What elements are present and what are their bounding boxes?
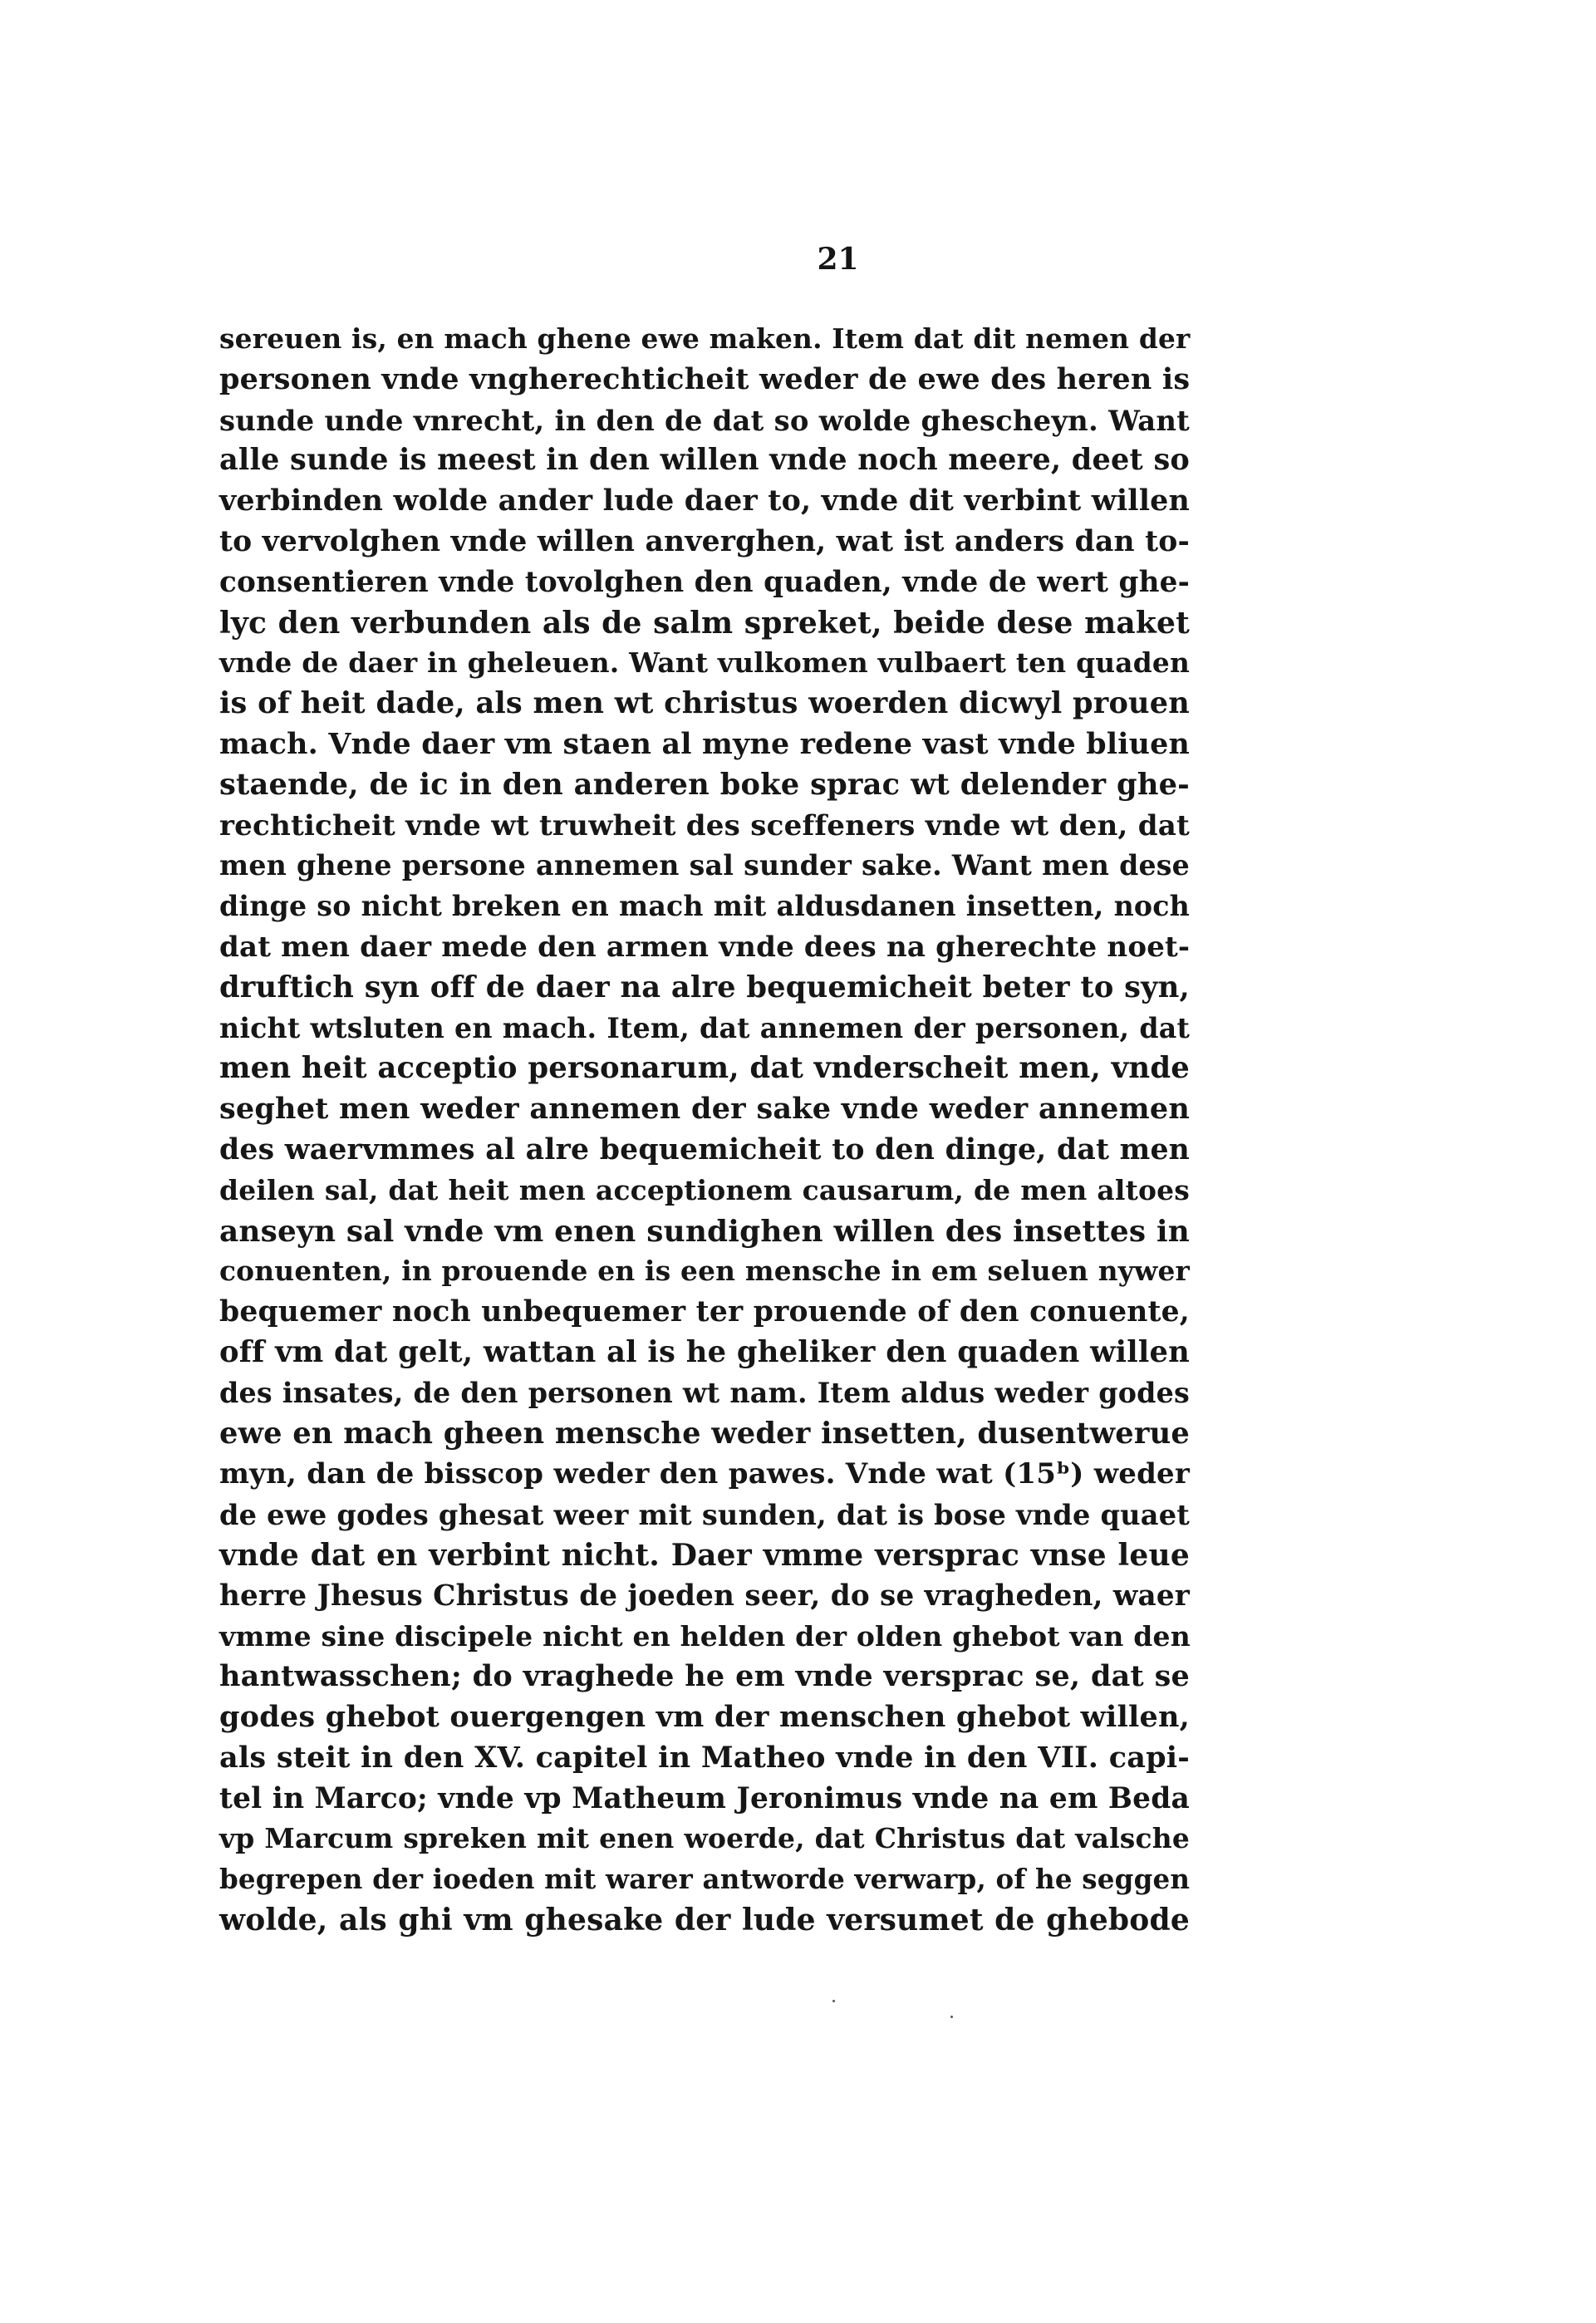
- text-line: vmme sine discipele nicht en helden der olden ghebot van den: [219, 1619, 1191, 1653]
- text-line: nicht wtsluten en mach. Item, dat annemen der personen, dat: [219, 1011, 1190, 1044]
- text-line: vp Marcum spreken mit enen woerde, dat Christus dat valsche: [219, 1822, 1190, 1855]
- scan-speck: [832, 2000, 835, 2002]
- text-line: vnde dat en verbint nicht. Daer vmme versprac vnse leue: [219, 1537, 1190, 1573]
- text-line: tel in Marco; vnde vp Matheum Jeronimus vnde na em Beda: [219, 1781, 1190, 1815]
- text-line: men ghene persone annemen sal sunder sake. Want men dese: [219, 849, 1190, 882]
- text-line: lyc den verbunden als de salm spreket, beide dese maket: [219, 605, 1190, 641]
- text-line: de ewe godes ghesat weer mit sunden, dat is bose vnde quaet: [219, 1498, 1190, 1532]
- text-line: hantwasschen; do vraghede he em vnde versprac se, dat se: [219, 1659, 1190, 1694]
- page-number: 21: [817, 242, 859, 277]
- text-line: consentieren vnde tovolghen den quaden, vnde de wert ghe-: [219, 565, 1190, 599]
- text-line: ewe en mach gheen mensche weder insetten, dusentwerue: [219, 1416, 1190, 1451]
- scan-speck: [950, 2016, 953, 2018]
- text-line: sereuen is, en mach ghene ewe maken. Item dat dit nemen der: [219, 322, 1191, 355]
- text-line: wolde, als ghi vm ghesake der lude versumet de ghebode: [219, 1903, 1190, 1938]
- text-line: druftich syn off de daer na alre bequemicheit beter to syn,: [219, 970, 1190, 1004]
- text-line: mach. Vnde daer vm staen al myne redene vast vnde bliuen: [219, 726, 1190, 761]
- text-line: dat men daer mede den armen vnde dees na gherechte noet-: [219, 930, 1191, 964]
- text-line: seghet men weder annemen der sake vnde weder annemen: [219, 1092, 1190, 1127]
- text-line: myn, dan de bisscop weder den pawes. Vnde wat (15ᵇ) weder: [219, 1457, 1190, 1491]
- text-line: dinge so nicht breken en mach mit aldusdanen insetten, noch: [219, 890, 1190, 923]
- text-line: vnde de daer in gheleuen. Want vulkomen vulbaert ten quaden: [219, 646, 1190, 680]
- text-line: des insates, de den personen wt nam. Item aldus weder godes: [219, 1376, 1190, 1409]
- text-line: deilen sal, dat heit men acceptionem causarum, de men altoes: [219, 1173, 1190, 1206]
- text-line: begrepen der ioeden mit warer antworde verwarp, of he seggen: [219, 1863, 1191, 1896]
- text-line: verbinden wolde ander lude daer to, vnde dit verbint willen: [219, 484, 1190, 518]
- text-line: rechticheit vnde wt truwheit des sceffeners vnde wt den, dat: [219, 808, 1190, 842]
- text-line: personen vnde vngherechticheit weder de ewe des heren is: [219, 361, 1191, 396]
- text-line: als steit in den XV. capitel in Matheo vnde in den VII. capi-: [219, 1740, 1190, 1775]
- text-line: anseyn sal vnde vm enen sundighen willen des insettes in: [219, 1213, 1190, 1249]
- text-line: conuenten, in prouende en is een mensche in em seluen nywer: [219, 1255, 1190, 1288]
- text-line: men heit acceptio personarum, dat vnderscheit men, vnde: [219, 1051, 1190, 1086]
- text-line: bequemer noch unbequemer ter prouende of den conuente,: [219, 1295, 1190, 1329]
- text-line: to vervolghen vnde willen anverghen, wat ist anders dan to-: [219, 524, 1190, 558]
- text-line: herre Jhesus Christus de joeden seer, do se vragheden, waer: [219, 1579, 1190, 1613]
- text-line: is of heit dade, als men wt christus woerden dicwyl prouen: [219, 686, 1190, 721]
- body-text: [219, 319, 1190, 1941]
- text-line: alle sunde is meest in den willen vnde noch meere, deet so: [219, 443, 1190, 478]
- text-line: sunde unde vnrecht, in den de dat so wolde ghescheyn. Want: [219, 403, 1190, 437]
- text-line: staende, de ic in den anderen boke sprac wt delender ghe-: [219, 767, 1190, 802]
- text-line: off vm dat gelt, wattan al is he gheliker den quaden willen: [219, 1334, 1190, 1369]
- text-line: godes ghebot ouergengen vm der menschen ghebot willen,: [219, 1700, 1190, 1735]
- text-line: des waervmmes al alre bequemicheit to den dinge, dat men: [219, 1132, 1190, 1166]
